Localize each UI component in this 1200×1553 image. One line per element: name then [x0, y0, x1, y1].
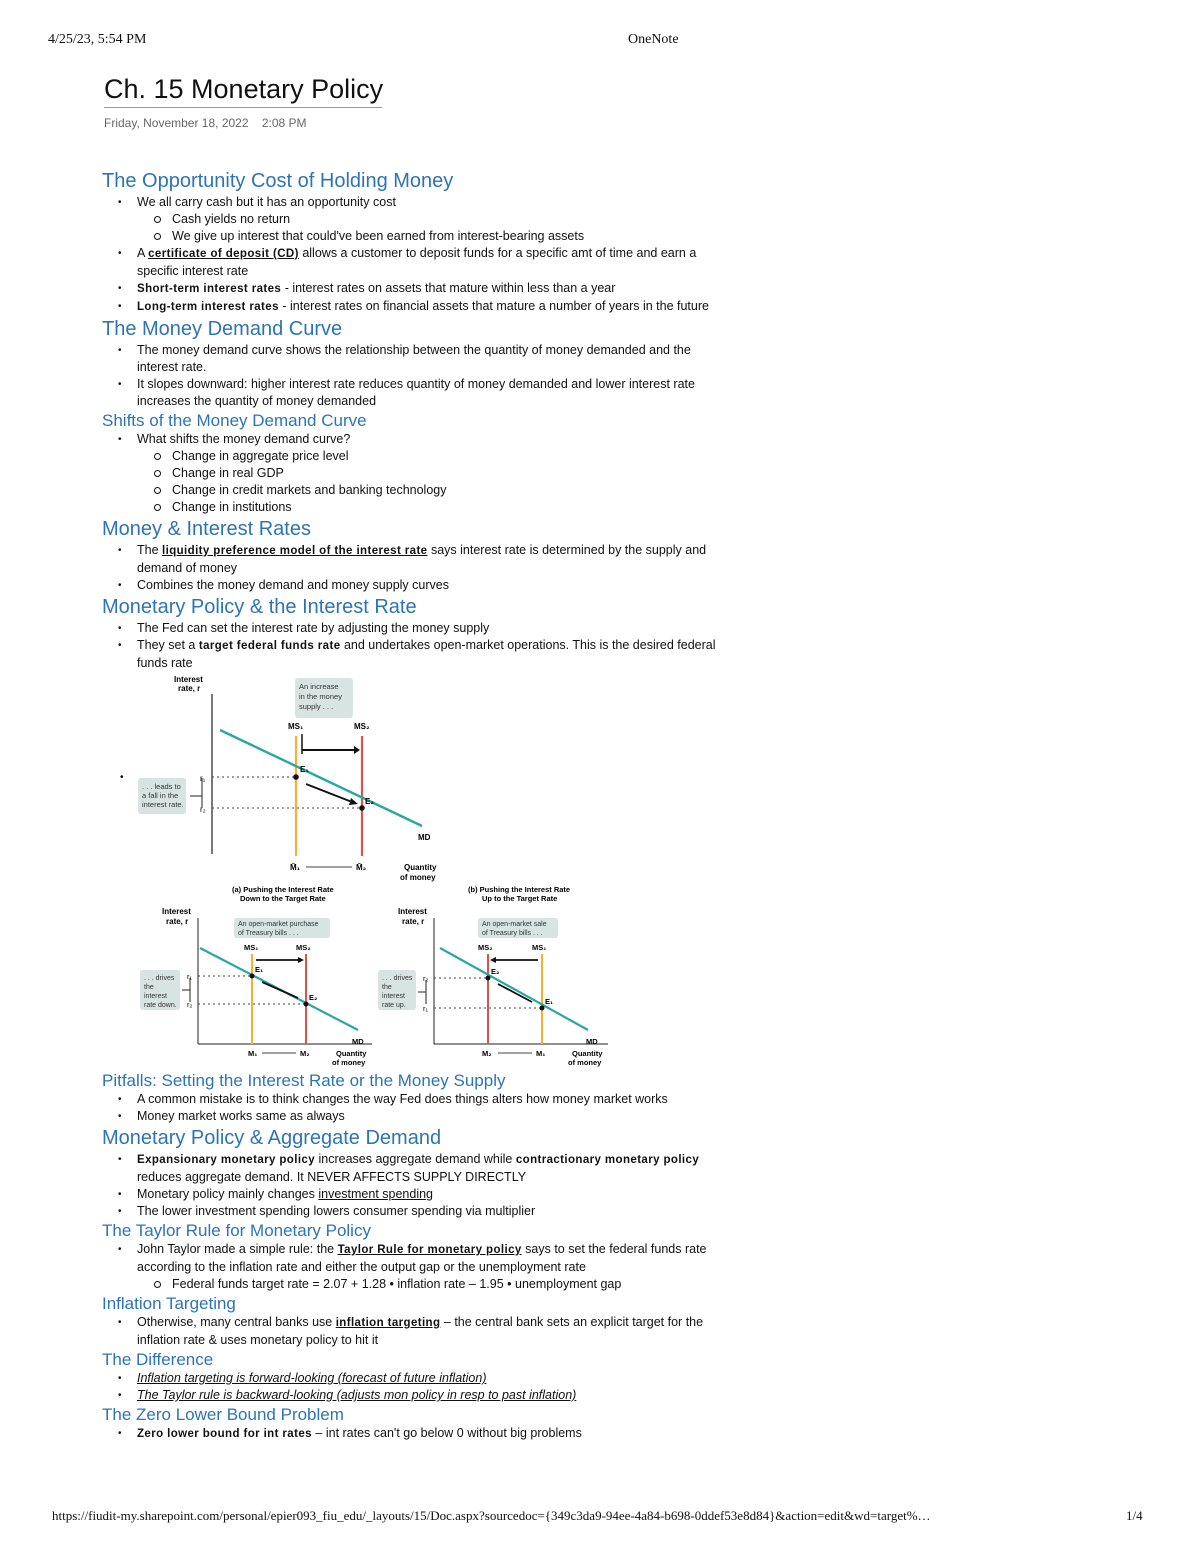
section-heading: Inflation Targeting	[102, 1294, 236, 1313]
bullet-list	[102, 1425, 722, 1443]
list-item: • The Fed can set the interest rate by adjusting the money supply	[102, 620, 722, 637]
list-item: • Monetary policy mainly changes investment spending	[102, 1186, 722, 1203]
term: Zero lower bound for int rates	[137, 1428, 312, 1440]
y-axis-label: rate, r	[402, 917, 425, 926]
callout-text: An increase	[299, 682, 339, 691]
section-heading: The Money Demand Curve	[102, 318, 343, 340]
list-item: • What shifts the money demand curve?	[102, 431, 722, 448]
e1-label: E₁	[545, 997, 554, 1006]
movement-arrow	[306, 784, 352, 802]
list-item: • They set a target federal funds rate and undertakes open-market operations. This is the desired federal funds rate	[102, 637, 722, 672]
movement-arrowhead	[349, 798, 358, 805]
m1-label: M₁	[536, 1049, 546, 1058]
equilibrium-e1	[540, 1006, 545, 1011]
movement-arrow	[262, 982, 298, 998]
term: Taylor Rule for monetary policy	[337, 1244, 522, 1256]
list-item: • Combines the money demand and money supply curves	[102, 577, 722, 594]
bullet-list	[102, 1151, 722, 1220]
equilibrium-e1	[250, 974, 255, 979]
list-item: • It slopes downward: higher interest rate reduces quantity of money demanded and lower interest rate increases the quantity of money demanded	[102, 376, 722, 410]
section-heading: Money & Interest Rates	[102, 518, 311, 540]
page-content	[102, 168, 722, 1443]
section-heading: Shifts of the Money Demand Curve	[102, 411, 367, 430]
term: certificate of deposit (CD)	[148, 248, 299, 260]
r1-label: r₁	[200, 774, 206, 783]
callout-text: supply . . .	[299, 702, 334, 711]
list-item: • Otherwise, many central banks use inflation targeting – the central bank sets an explicit target for the inflation rate & uses monetary policy to hit it	[102, 1314, 722, 1349]
bullet-list	[102, 194, 722, 316]
term: contractionary monetary policy	[515, 1154, 700, 1166]
panel-a	[140, 885, 372, 1067]
e1-label: E₁	[300, 765, 309, 774]
r2-label: r₂	[423, 974, 429, 983]
list-item: Federal funds target rate = 2.07 + 1.28 • inflation rate – 1.95 • unemployment gap	[102, 1276, 722, 1293]
callout-text: . . . drives	[144, 975, 175, 982]
callout-text: the	[382, 984, 392, 991]
md-curve	[220, 730, 422, 826]
print-datetime: 4/25/23, 5:54 PM	[48, 32, 147, 47]
callout-text: in the money	[299, 692, 342, 701]
ms1-label: MS₁	[532, 943, 547, 952]
term: Short-term interest rates	[137, 283, 282, 295]
list-item: • Expansionary monetary policy increases aggregate demand while contractionary monetary policy reduces aggregate demand. It NEVER AFFECTS SUPPLY DIRECTLY	[102, 1151, 722, 1186]
term: investment spending	[318, 1187, 433, 1201]
bullet-list	[102, 1091, 722, 1125]
list-item: Cash yields no return	[102, 211, 722, 228]
callout-text: interest	[382, 993, 405, 1000]
x-axis-label: of money	[400, 873, 436, 882]
md-label: MD	[586, 1037, 598, 1046]
term: liquidity preference model of the interest rate	[162, 545, 428, 557]
callout-text: rate up.	[382, 1002, 406, 1009]
callout-text: An open-market sale	[482, 921, 547, 928]
e2-label: E₂	[365, 797, 374, 806]
equilibrium-e2	[486, 976, 491, 981]
list-item: • The lower investment spending lowers consumer spending via multiplier	[102, 1203, 722, 1220]
list-item: • Long-term interest rates - interest rates on financial assets that mature a number of years in the future	[102, 298, 722, 316]
callout-text: interest rate.	[142, 800, 184, 809]
x-axis-label: of money	[332, 1058, 366, 1067]
r1-label: r₁	[187, 972, 193, 981]
section-heading: Monetary Policy & Aggregate Demand	[102, 1127, 442, 1149]
ms2-label: MS₂	[354, 722, 370, 731]
ms1-label: MS₁	[244, 943, 259, 952]
e2-label: E₂	[491, 967, 500, 976]
equilibrium-e2	[304, 1002, 309, 1007]
callout-text: a fall in the	[142, 791, 179, 800]
x-axis-label: Quantity	[336, 1049, 367, 1058]
list-item: Change in real GDP	[102, 465, 722, 482]
m2-label: M₂	[300, 1049, 310, 1058]
shift-arrowhead	[354, 746, 360, 754]
shift-arrowhead	[298, 957, 304, 963]
bullet-list	[102, 620, 722, 672]
section-heading: The Zero Lower Bound Problem	[102, 1405, 344, 1424]
ms2-label: MS₂	[478, 943, 493, 952]
list-item: • Zero lower bound for int rates – int rates can't go below 0 without big problems	[102, 1425, 722, 1443]
open-market-diagrams	[102, 884, 722, 1070]
list-item: • Money market works same as always	[102, 1108, 722, 1125]
list-item: • Inflation targeting is forward-looking (forecast of future inflation)	[102, 1370, 722, 1387]
panel-title: (b) Pushing the Interest Rate	[468, 885, 571, 894]
section-heading: The Taylor Rule for Monetary Policy	[102, 1221, 371, 1240]
print-url: https://fiudit-my.sharepoint.com/personal/epier093_fiu_edu/_layouts/15/Doc.aspx?sourcedoc={349c3da9-94ee-4a84-b698-0ddef53e8d84}&action=edit&wd=target%…	[52, 1508, 931, 1523]
bullet-list	[102, 1314, 722, 1349]
y-axis-label: rate, r	[166, 917, 189, 926]
section-heading: The Opportunity Cost of Holding Money	[102, 170, 454, 192]
list-item: We give up interest that could've been earned from interest-bearing assets	[102, 228, 722, 245]
list-item: Change in aggregate price level	[102, 448, 722, 465]
md-label: MD	[352, 1037, 364, 1046]
list-item: • A common mistake is to think changes the way Fed does things alters how money market works	[102, 1091, 722, 1108]
bullet-list	[102, 1241, 722, 1293]
r1-label: r₁	[423, 1004, 429, 1013]
section-heading: Monetary Policy & the Interest Rate	[102, 596, 417, 618]
callout-text: . . . leads to	[142, 782, 181, 791]
e2-label: E₂	[309, 993, 318, 1002]
callout-text: . . . drives	[382, 975, 413, 982]
bullet-list	[102, 342, 722, 410]
page-title[interactable]: Ch. 15 Monetary Policy	[104, 74, 382, 108]
callout-text: rate down.	[144, 1002, 177, 1009]
list-item: • We all carry cash but it has an opportunity cost	[102, 194, 722, 211]
panel-title: (a) Pushing the Interest Rate	[232, 885, 334, 894]
term: Expansionary monetary policy	[137, 1154, 316, 1166]
list-item: Change in credit markets and banking technology	[102, 482, 722, 499]
equilibrium-e2	[359, 805, 365, 811]
section-heading: Pitfalls: Setting the Interest Rate or the Money Supply	[102, 1071, 506, 1090]
page-date: Friday, November 18, 2022 2:08 PM	[104, 116, 307, 130]
x-axis-label: Quantity	[404, 863, 437, 872]
callout-text: of Treasury bills . . .	[482, 930, 543, 937]
callout-text: An open-market purchase	[238, 921, 319, 928]
r2-label: r₂	[200, 805, 206, 814]
list-item: • A certificate of deposit (CD) allows a customer to deposit funds for a specific amt of time and earn a specific interest rate	[102, 245, 722, 280]
section-heading: The Difference	[102, 1350, 214, 1369]
equilibrium-e1	[293, 774, 299, 780]
panel-b	[378, 885, 608, 1067]
list-item: • The liquidity preference model of the interest rate says interest rate is determined by the supply and demand of money	[102, 542, 722, 577]
shift-arrowhead	[490, 957, 496, 963]
m2-label: M₂	[482, 1049, 492, 1058]
callout-text: of Treasury bills . . .	[238, 930, 299, 937]
bullet-list	[102, 542, 722, 594]
m1-label: M̄₁	[290, 863, 300, 872]
y-axis-label: rate, r	[178, 684, 201, 693]
print-page-number: 1/4	[1126, 1508, 1143, 1523]
term: Long-term interest rates	[137, 301, 279, 313]
m2-label: M̄₂	[356, 863, 367, 872]
y-axis-label: Interest	[174, 675, 203, 684]
r2-label: r₂	[187, 1000, 193, 1009]
callout-text: interest	[144, 993, 167, 1000]
m1-label: M₁	[248, 1049, 258, 1058]
md-label: MD	[418, 833, 431, 842]
x-axis-label: Quantity	[572, 1049, 603, 1058]
y-axis-label: Interest	[162, 907, 191, 916]
panel-title: Down to the Target Rate	[240, 894, 326, 903]
print-app-name: OneNote	[628, 32, 679, 47]
e1-label: E₁	[255, 965, 264, 974]
money-supply-figure[interactable]	[102, 674, 722, 884]
ms1-label: MS₁	[288, 722, 304, 731]
bullet-list	[102, 431, 722, 516]
money-market-diagram	[102, 674, 722, 884]
panel-title: Up to the Target Rate	[482, 894, 558, 903]
list-item: Change in institutions	[102, 499, 722, 516]
movement-arrow	[498, 984, 532, 1002]
list-item: • The money demand curve shows the relationship between the quantity of money demanded and the interest rate.	[102, 342, 722, 376]
bullet-glyph: •	[120, 772, 124, 783]
ms2-label: MS₂	[296, 943, 311, 952]
list-item: • Short-term interest rates - interest rates on assets that mature within less than a year	[102, 280, 722, 298]
list-item: • John Taylor made a simple rule: the Taylor Rule for monetary policy says to set the federal funds rate according to the inflation rate and either the output gap or the unemployment rate	[102, 1241, 722, 1276]
term: target federal funds rate	[198, 640, 341, 652]
callout-text: the	[144, 984, 154, 991]
term: inflation targeting	[335, 1317, 441, 1329]
x-axis-label: of money	[568, 1058, 602, 1067]
open-market-operations-figure[interactable]	[102, 884, 722, 1070]
bullet-list	[102, 1370, 722, 1404]
y-axis-label: Interest	[398, 907, 427, 916]
list-item: • The Taylor rule is backward-looking (adjusts mon policy in resp to past inflation)	[102, 1387, 722, 1404]
